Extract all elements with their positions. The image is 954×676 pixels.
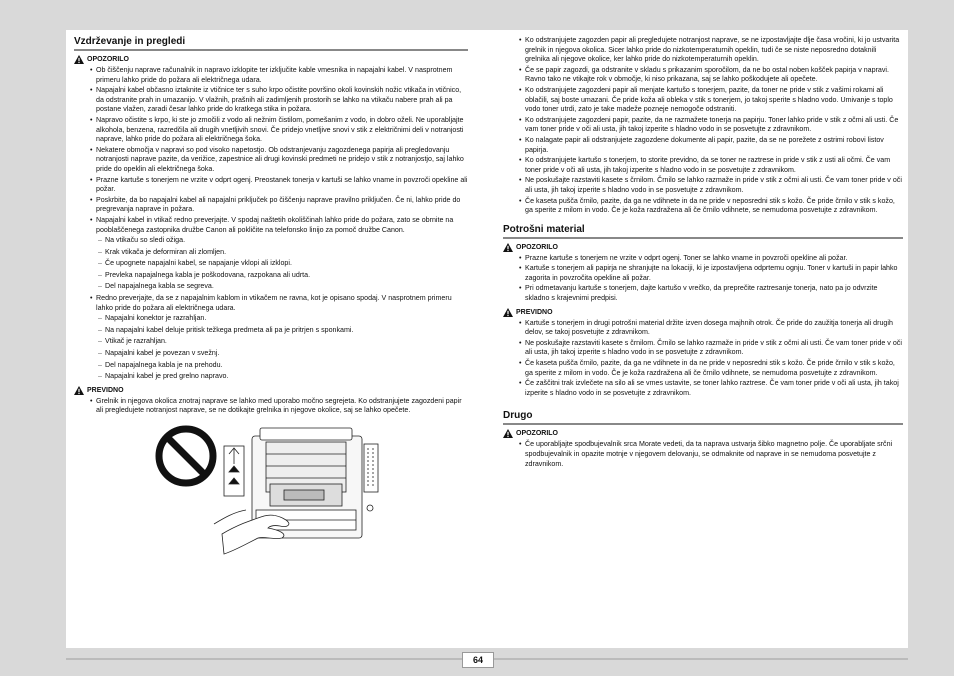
- list-item: • Če kaseta pušča črnilo, pazite, da ga ne vdihnete in da ne pride v neposredni stik s kožo. Če pride črnilo v stik s kožo, ga sperite z milom in vodo. Če je koža razdražena ali če črnilo vdihnete, se nemudoma posvetujte z zdravnikom.: [503, 359, 903, 378]
- printer-icon: [224, 428, 378, 538]
- sub-item: – Na vtikaču so sledi ožiga.: [74, 236, 468, 246]
- sub-item: – Če upognete napajalni kabel, se napajanje vklopi ali izklopi.: [74, 259, 468, 269]
- sub-item: – Krak vtikača je deformiran ali zlomljen.: [74, 248, 468, 258]
- list-item: • Če uporabljajte spodbujevalnik srca Morate vedeti, da ta naprava ustvarja šibko magnetno polje. Če uporabljate srčni spodbujevalnik in opazite motnje v njegovem delovanju, se odmaknite od naprave in se nemudoma posvetujte z zdravnikom.: [503, 440, 903, 469]
- page-number: 64: [462, 652, 494, 668]
- list-item: • Ko nalagate papir ali odstranjujete zagozdene dokumente ali papir, pazite, da se ne porežete z ostrimi robovi listov papirja.: [503, 136, 903, 155]
- top-band: [66, 21, 908, 30]
- caution-icon: [503, 308, 513, 317]
- section-title-maintenance: Vzdrževanje in pregledi: [74, 36, 468, 51]
- caution-list: [503, 319, 903, 399]
- warning-heading: [503, 243, 903, 252]
- caution-label: PREVIDNO: [87, 386, 124, 394]
- warning-heading: [74, 55, 468, 64]
- list-item: • Ko odstranjujete kartušo s tonerjem, to storite previdno, da se toner ne raztrese in pride v stik z usti ali očmi. Če vam toner pride v oči ali usta, jih takoj izperite s hladno vodo in se posvetujte z zdravnikom.: [503, 156, 903, 175]
- list-item: • Če zaščitni trak izvlečete na silo ali se vmes ustavite, se toner lahko raztrese. Če vam toner pride v oči ali usta, jih takoj izperite s hladno vodo in se posvetujte z zdravnikom.: [503, 379, 903, 398]
- list-item: • Nekatere območja v napravi so pod visoko napetostjo. Ob odstranjevanju zagozdenega papirja ali pregledovanju notranjosti naprave pazite, da verižice, zapestnice ali drugi kovinski predmeti ne pridejo v stik z notranjostjo, saj lahko pride do opeklin ali električnega šoka.: [74, 146, 468, 175]
- list-item: • Če se papir zagozdi, ga odstranite v skladu s prikazanim sporočilom, da ne bo ostal noben košček papirja v napravi. Ravno tako ne vtikajte rok v območje, ki niso prikazana, saj se lahko poškodujete ali opečete.: [503, 66, 903, 85]
- manual-page: [66, 30, 908, 648]
- warning-label: OPOZORILO: [516, 430, 558, 438]
- list-item: • Poskrbite, da bo napajalni kabel ali napajalni priključek po čiščenju naprave pravilno priključen. Če ni, lahko pride do pregrevanja naprave in požara.: [74, 196, 468, 215]
- caution-heading: [503, 308, 903, 317]
- list-item: • Kartuše s tonerjem ali papirja ne shranjujte na lokaciji, ki je izpostavljena odprtemu ognju. Toner v kartuši in papir lahko zagorita in povzročita opekline ali požar.: [503, 264, 903, 283]
- list-item: • Napravo očistite s krpo, ki ste jo zmočili z vodo ali nežnim čistilom, pomešanim z vodo, in dobro oželi. Ne uporabljajte alkohola, benzena, razredčila ali drugih vnetljivih snovi. Če pridejo vnetljive snovi v stik z električnimi deli v notranjosti naprave, lahko pride do požara ali električnega šoka.: [74, 116, 468, 145]
- list-item: • Prazne kartuše s tonerjem ne vrzite v odprt ogenj. Toner se lahko vname in povzroči opekline ali požar.: [503, 254, 903, 264]
- sub-item: – Napajalni konektor je razrahljan.: [74, 314, 468, 324]
- warning-list: [503, 440, 903, 469]
- list-item: • Napajalni kabel in vtikač redno preverjajte. V spodaj naštetih okoliščinah lahko pride do požara, zato se obrnite na pooblaščenega zastopnika družbe Canon ali pokličite na telefonsko linijo za pomoč družbe Canon.: [74, 216, 468, 235]
- list-item: • Redno preverjajte, da se z napajalnim kablom in vtikačem ne ravna, kot je opisano spodaj. V nasprotnem primeru lahko pride do požara ali električnega udara.: [74, 294, 468, 313]
- warning-icon: [74, 55, 84, 64]
- sub-item: – Napajalni kabel je pred grelno napravo.: [74, 372, 468, 382]
- sub-item: – Napajalni kabel je povezan v svežnj.: [74, 349, 468, 359]
- list-item: • Ko odstranjujete zagozdeni papir, pazite, da ne razmažete tonerja na papirju. Toner lahko pride v stik z očmi ali usti. Če vam toner pride v oči ali usta, jih takoj izperite s hladno vodo in se posvetujte z zdravnikom.: [503, 116, 903, 135]
- list-item: • Napajalni kabel občasno iztaknite iz vtičnice ter s suho krpo očistite površino okoli kovinskih nožic vtikača in vtičnico, da odstranite prah in umazanijo. V vlažnih, prašnih ali zadimljenih prostorih se lahko na vtikaču nabere prah ali pa postane vlažen, zaradi česar lahko pride do kratkega stika in požara.: [74, 86, 468, 115]
- hand-icon: [214, 510, 289, 554]
- caution-heading: [74, 386, 468, 395]
- list-item: • Grelnik in njegova okolica znotraj naprave se lahko med uporabo močno segrejeta. Ko odstranjujete zagozdeni papir ali pregledujete notranjost naprave, se ne dotikajte grelnika in njegove okolice, saj se lahko opečete.: [74, 397, 468, 416]
- list-item: • Ob čiščenju naprave računalnik in napravo izklopite ter izključite kable vmesnika in napajalni kabel. V nasprotnem primeru lahko pride do požara ali električnega udara.: [74, 66, 468, 85]
- sub-item: – Na napajalni kabel deluje pritisk težkega predmeta ali pa je pritrjen s sponkami.: [74, 326, 468, 336]
- illustration: [74, 424, 468, 560]
- caution-icon: [74, 386, 84, 395]
- warning-label: OPOZORILO: [516, 243, 558, 251]
- list-item: • Ko odstranjujete zagozden papir ali pregledujete notranjost naprave, se ne izpostavljajte dlje časa vročini, ki jo ustvarita grelnik in njegova okolica. Sicer lahko pride do nizkotemperaturnih opeklin, tudi če se niste neposredno dotaknili grelnika ali njegove okolice, ker lahko pride do nizkotemperaturnih opeklin.: [503, 36, 903, 65]
- list-item: • Prazne kartuše s tonerjem ne vrzite v odprt ogenj. Preostanek tonerja v kartuši se lahko vname in povzroči opekline ali požar.: [74, 176, 468, 195]
- caution-list: [74, 397, 468, 416]
- warning-heading: [503, 429, 903, 438]
- sub-item: – Del napajalnega kabla je na prehodu.: [74, 361, 468, 371]
- sub-item: – Vtikač je razrahljan.: [74, 337, 468, 347]
- list-item: • Ne poskušajte razstaviti kasete s črnilom. Črnilo se lahko razmaže in pride v stik z očmi ali usti. Če vam toner pride v oči ali usta, jih takoj izperite s hladno vodo in se posvetujte z zdravnikom.: [503, 339, 903, 358]
- warning-label: OPOZORILO: [87, 56, 129, 63]
- prohibition-icon: [159, 429, 213, 483]
- caution-list-continued: [503, 36, 903, 216]
- warning-list: [74, 66, 468, 382]
- left-column: [74, 36, 468, 560]
- list-item: • Če kaseta pušča črnilo, pazite, da ga ne vdihnete in da ne pride v neposredni stik s kožo. Če pride črnilo v stik s kožo, ga sperite z milom in vodo. Če je koža razdražena ali če črnilo vdihnete, se nemudoma posvetujte z zdravnikom.: [503, 197, 903, 216]
- warning-icon: [503, 243, 513, 252]
- list-item: • Ne poskušajte razstaviti kasete s črnilom. Črnilo se lahko razmaže in pride v stik z očmi ali usti. Če vam toner pride v oči ali usta, jih takoj izperite s hladno vodo in se posvetujte z zdravnikom.: [503, 176, 903, 195]
- section-title-consumables: Potrošni material: [503, 224, 903, 239]
- list-item: • Kartuše s tonerjem in drugi potrošni material držite izven dosega majhnih otrok. Če pride do zaužitja tonerja ali drugih delov, se takoj posvetujte z zdravnikom.: [503, 319, 903, 338]
- warning-icon: [503, 429, 513, 438]
- list-item: • Pri odmetavanju kartuše s tonerjem, dajte kartušo v vrečko, da preprečite raztresanje tonerja, nato pa jo odvrzite skladno s krajevnimi predpisi.: [503, 284, 903, 303]
- caution-label: PREVIDNO: [516, 308, 553, 316]
- printer-illustration: [74, 424, 468, 560]
- warning-list: [503, 254, 903, 304]
- right-column: [503, 36, 903, 470]
- sub-item: – Prevleka napajalnega kabla je poškodovana, razpokana ali udrta.: [74, 271, 468, 281]
- section-title-other: Drugo: [503, 410, 903, 425]
- list-item: • Ko odstranjujete zagozdeni papir ali menjate kartušo s tonerjem, pazite, da toner ne pride v stik z vašimi rokami ali oblačili, saj boste umazani. Če pride koža ali obleka v stik s tonerjem, jo takoj sperite s hladno vodo. Umivanje s toplo vodo toner utrdi, zato je take madeže pozneje nemogoče odstraniti.: [503, 86, 903, 115]
- sub-item: – Del napajalnega kabla se segreva.: [74, 282, 468, 292]
